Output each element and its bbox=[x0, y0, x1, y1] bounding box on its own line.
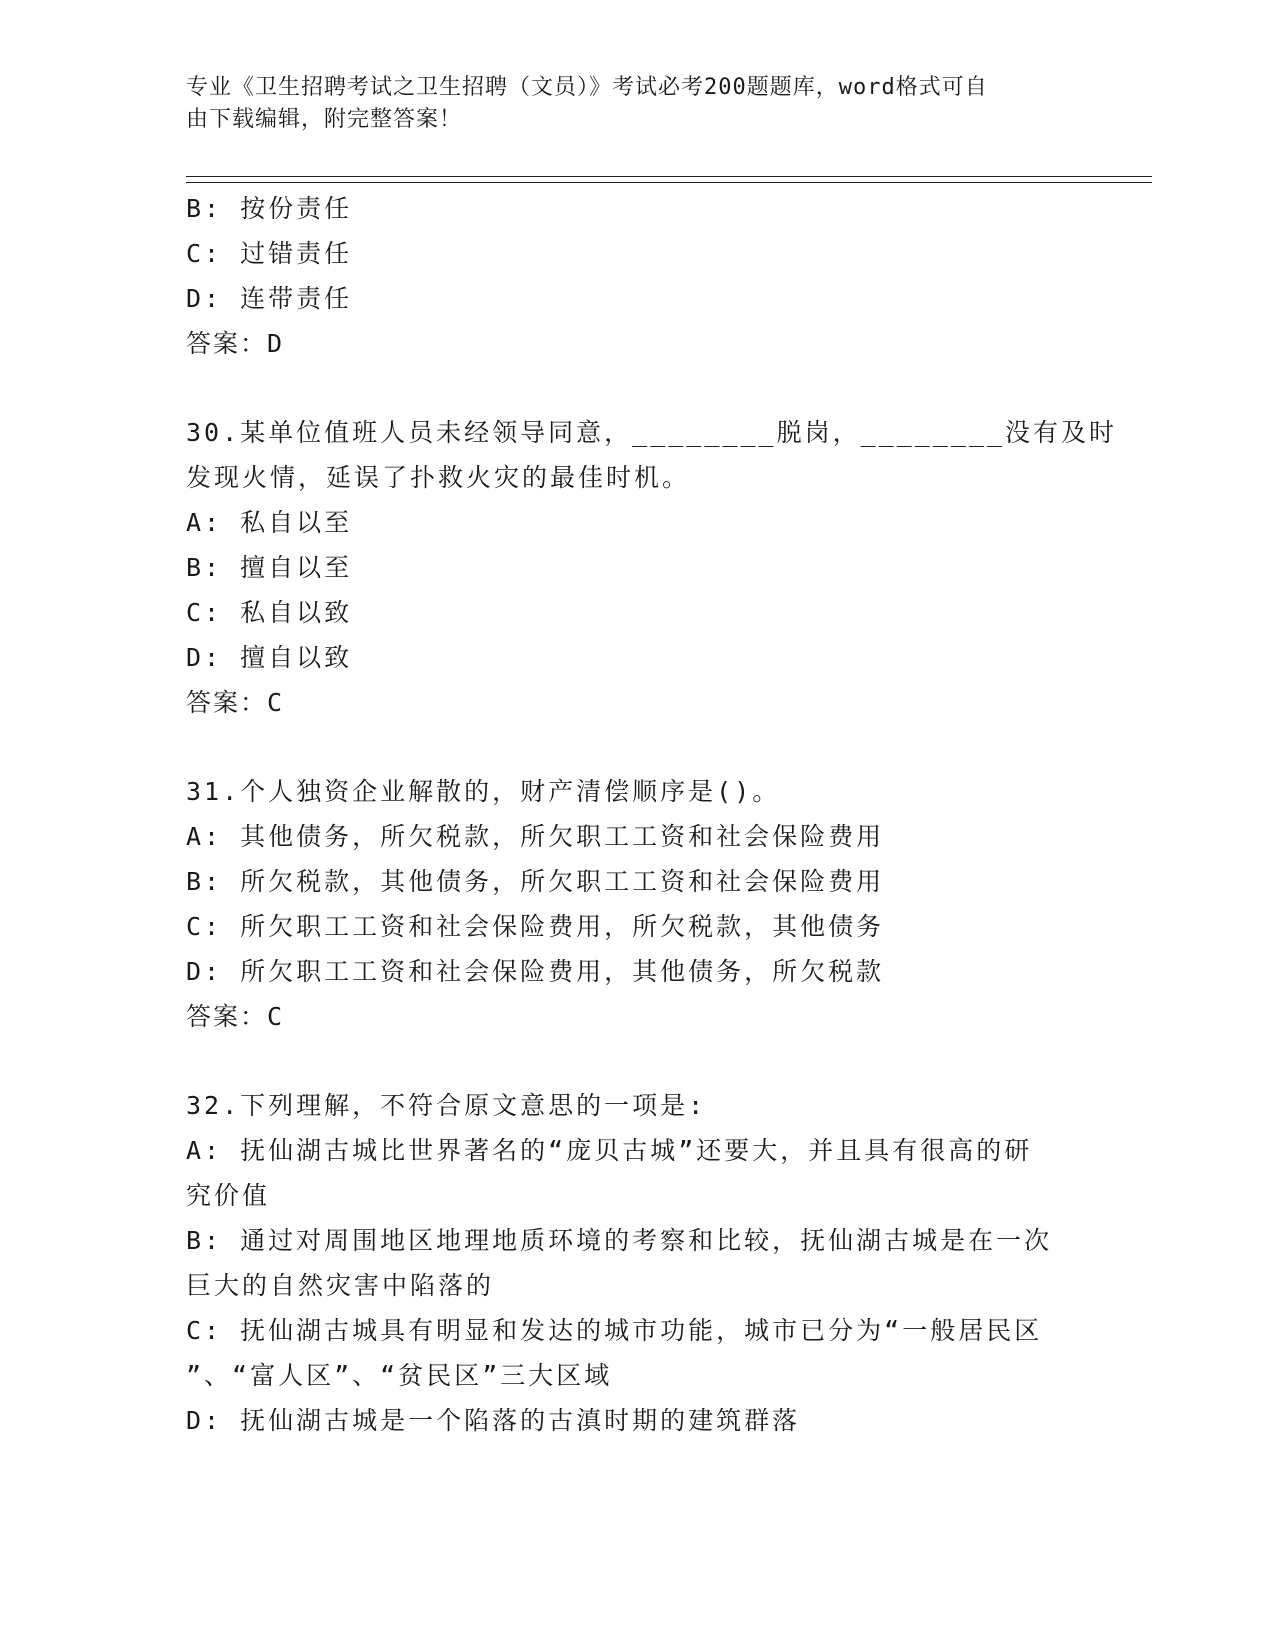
question-32 bbox=[186, 1083, 1086, 1443]
header-title-line-2: 由下载编辑，附完整答案！ bbox=[186, 107, 463, 132]
question-30 bbox=[186, 410, 1117, 725]
answer-text: 答案：C bbox=[186, 1002, 285, 1031]
question-stem: 32.下列理解，不符合原文意思的一项是: bbox=[186, 1091, 707, 1120]
spacer bbox=[186, 725, 1086, 769]
option-c: C: 过错责任 bbox=[186, 239, 353, 268]
question-stem-line-1: 30.某单位值班人员未经领导同意，________脱岗，________没有及时 bbox=[186, 418, 1117, 447]
option-a-line-2: 究价值 bbox=[186, 1181, 271, 1210]
option-c: C: 所欠职工工资和社会保险费用，所欠税款，其他债务 bbox=[186, 912, 885, 941]
question-content bbox=[186, 186, 1117, 1443]
option-b: B: 擅自以至 bbox=[186, 553, 353, 582]
answer-text: 答案：D bbox=[186, 329, 285, 358]
option-d: D: 所欠职工工资和社会保险费用，其他债务，所欠税款 bbox=[186, 957, 885, 986]
answer-text: 答案：C bbox=[186, 688, 285, 717]
header-divider-top bbox=[186, 176, 1152, 177]
header-title-line-1: 专业《卫生招聘考试之卫生招聘（文员）》考试必考200题题库，word格式可自 bbox=[186, 75, 988, 100]
question-31 bbox=[186, 769, 1086, 1039]
question-29 bbox=[186, 186, 1086, 366]
option-d: D: 擅自以致 bbox=[186, 643, 353, 672]
option-a: A: 私自以至 bbox=[186, 508, 353, 537]
option-b: B: 所欠税款，其他债务，所欠职工工资和社会保险费用 bbox=[186, 867, 885, 896]
option-a: A: 其他债务，所欠税款，所欠职工工资和社会保险费用 bbox=[186, 822, 885, 851]
option-a-line-1: A: 抚仙湖古城比世界著名的“庞贝古城”还要大，并且具有很高的研 bbox=[186, 1136, 1033, 1165]
document-header bbox=[186, 72, 1066, 136]
option-c-line-2: ”、“富人区”、“贫民区”三大区域 bbox=[186, 1361, 613, 1390]
option-b-line-1: B: 通过对周围地区地理地质环境的考察和比较，抚仙湖古城是在一次 bbox=[186, 1226, 1053, 1255]
question-stem: 31.个人独资企业解散的，财产清偿顺序是()。 bbox=[186, 777, 781, 806]
option-c: C: 私自以致 bbox=[186, 598, 353, 627]
option-b-line-2: 巨大的自然灾害中陷落的 bbox=[186, 1271, 495, 1300]
question-stem-line-2: 发现火情，延误了扑救火灾的最佳时机。 bbox=[186, 463, 691, 492]
option-d: D: 连带责任 bbox=[186, 284, 353, 313]
option-c-line-1: C: 抚仙湖古城具有明显和发达的城市功能，城市已分为“一般居民区 bbox=[186, 1316, 1043, 1345]
spacer bbox=[186, 366, 1086, 410]
option-d: D: 抚仙湖古城是一个陷落的古滇时期的建筑群落 bbox=[186, 1406, 801, 1435]
header-divider-bottom bbox=[186, 182, 1152, 183]
spacer bbox=[186, 1039, 1086, 1083]
option-b: B: 按份责任 bbox=[186, 194, 353, 223]
